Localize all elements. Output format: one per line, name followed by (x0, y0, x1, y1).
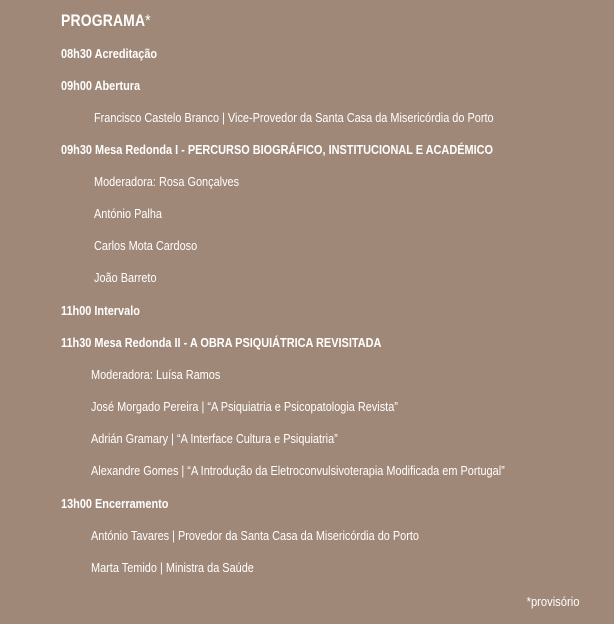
speaker-line: José Morgado Pereira | “A Psiquiatria e Psicopatologia Revista” (91, 399, 398, 414)
moderator-line: Moderadora: Rosa Gonçalves (94, 174, 240, 189)
program-title-text: PROGRAMA (61, 11, 146, 30)
schedule-item-round-table-2: 11h30 Mesa Redonda II - A OBRA PSIQUIÁTRICA REVISITADA (61, 335, 382, 350)
provisional-footnote: *provisório (526, 594, 579, 609)
speaker-line: Marta Temido | Ministra da Saúde (91, 560, 254, 575)
speaker-line: João Barreto (94, 270, 157, 285)
schedule-item-opening: 09h00 Abertura (61, 78, 141, 93)
speaker-line: Francisco Castelo Branco | Vice-Provedor da Santa Casa da Misericórdia do Porto (94, 110, 494, 125)
moderator-line: Moderadora: Luísa Ramos (91, 367, 221, 382)
speaker-line: Adrián Gramary | “A Interface Cultura e Psiquiatria” (91, 431, 338, 446)
speaker-line: António Palha (94, 206, 163, 221)
schedule-item-round-table-1: 09h30 Mesa Redonda I - PERCURSO BIOGRÁFICO, INSTITUCIONAL E ACADÉMICO (61, 142, 493, 157)
program-title-mark: * (145, 11, 151, 30)
schedule-item-break: 11h00 Intervalo (61, 303, 140, 318)
program-title (61, 11, 151, 31)
schedule-item-accreditation: 08h30 Acreditação (61, 46, 158, 61)
schedule-item-closing: 13h00 Encerramento (61, 496, 169, 511)
speaker-line: Carlos Mota Cardoso (94, 238, 198, 253)
speaker-line: Alexandre Gomes | “A Introdução da Eletroconvulsivoterapia Modificada em Portugal” (91, 463, 505, 478)
speaker-line: António Tavares | Provedor da Santa Casa da Misericórdia do Porto (91, 528, 419, 543)
